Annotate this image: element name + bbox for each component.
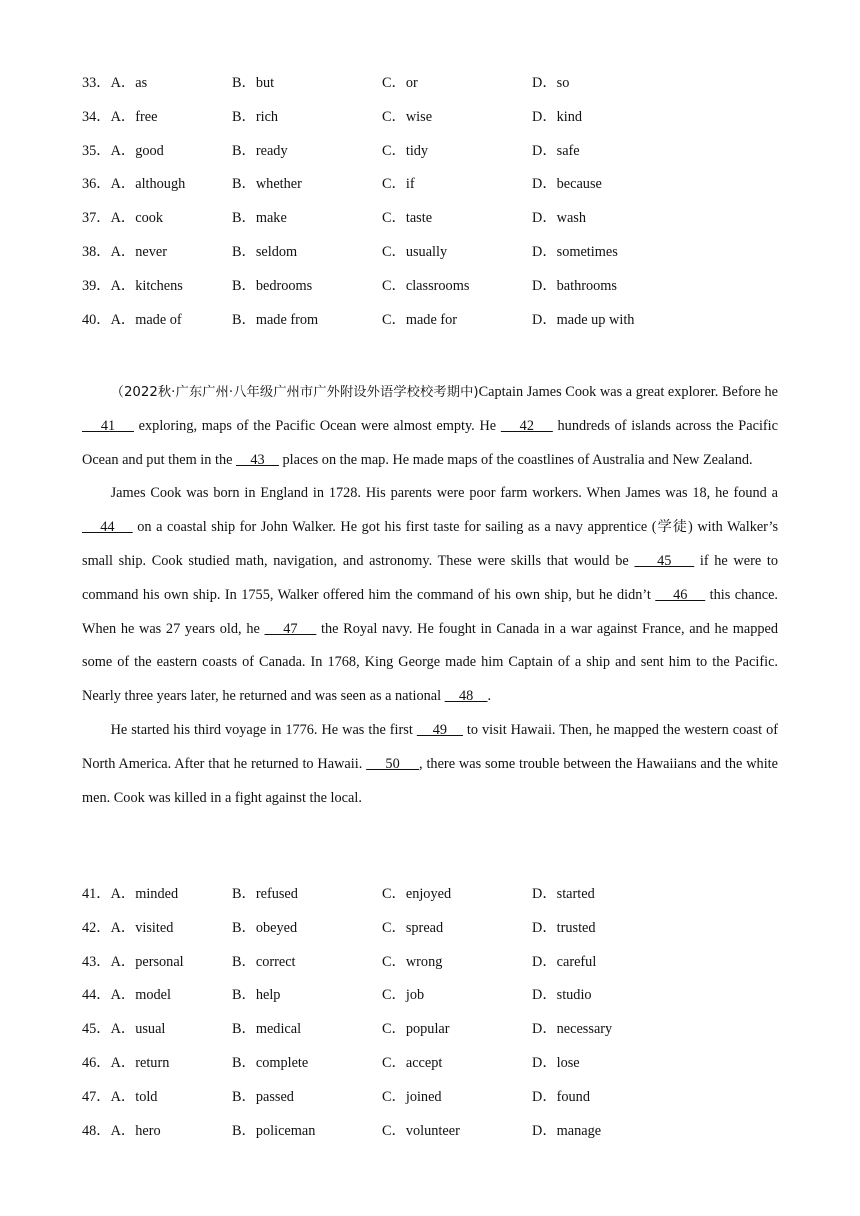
option-text: kind — [556, 108, 583, 125]
option-letter: A． — [110, 277, 136, 294]
passage-text: places on the map. He made maps of the coastlines of Australia and New Zealand. — [278, 451, 753, 468]
option-letter: D． — [532, 987, 557, 1004]
passage-text: this chance. When he was 27 years old, he — [82, 586, 778, 637]
option-d — [532, 887, 595, 901]
option-a — [82, 1124, 161, 1138]
cloze-passage — [82, 376, 778, 815]
option-letter: C． — [382, 1021, 406, 1038]
question-row-45 — [82, 1022, 782, 1056]
question-number: 46． — [82, 1054, 111, 1071]
question-row-43 — [82, 955, 782, 989]
option-text: joined — [405, 1088, 442, 1105]
question-row-46 — [82, 1056, 782, 1090]
option-text: free — [135, 108, 158, 125]
option-c — [382, 245, 447, 259]
option-c — [382, 177, 415, 191]
blank-46: 46 — [655, 586, 706, 603]
option-text: usual — [135, 1021, 166, 1038]
passage-paragraph-3 — [82, 714, 778, 815]
option-letter: A． — [110, 953, 136, 970]
option-letter: D． — [532, 1122, 557, 1139]
option-text: told — [135, 1088, 158, 1105]
option-d — [532, 1090, 590, 1104]
option-letter: C． — [382, 886, 406, 902]
option-letter: A． — [110, 987, 136, 1004]
option-letter: A． — [110, 176, 136, 193]
option-text: started — [556, 886, 595, 902]
options-block-33-40 — [82, 76, 782, 346]
passage-text: , there was some trouble between the Hawaiians and the white men. Cook was killed in a fight against the local. — [82, 755, 778, 806]
option-letter: A． — [110, 886, 136, 902]
option-text: model — [135, 987, 171, 1004]
option-letter: C． — [382, 75, 406, 91]
option-text: ready — [255, 142, 288, 159]
option-b — [232, 955, 296, 969]
option-letter: C． — [382, 142, 406, 159]
option-letter: C． — [382, 176, 406, 193]
option-d — [532, 1056, 580, 1070]
option-a — [82, 988, 171, 1002]
option-text: minded — [135, 886, 179, 902]
option-text: hero — [135, 1122, 161, 1139]
option-letter: B． — [232, 919, 256, 936]
option-text: volunteer — [405, 1122, 460, 1139]
option-letter: B． — [232, 1088, 256, 1105]
option-letter: A． — [110, 919, 136, 936]
option-text: personal — [135, 953, 184, 970]
option-text: accept — [405, 1054, 443, 1071]
option-letter: B． — [232, 953, 256, 970]
question-row-48 — [82, 1124, 782, 1158]
option-letter: D． — [532, 75, 557, 91]
option-b — [232, 1090, 294, 1104]
option-letter: A． — [110, 108, 136, 125]
option-letter: B． — [232, 886, 256, 902]
option-d — [532, 313, 634, 327]
question-number: 36． — [82, 176, 111, 193]
option-text: job — [405, 987, 425, 1004]
question-number: 38． — [82, 243, 111, 260]
option-c — [382, 1090, 442, 1104]
option-letter: A． — [110, 1088, 136, 1105]
option-text: help — [255, 987, 281, 1004]
option-letter: B． — [232, 311, 256, 328]
option-letter: D． — [532, 953, 557, 970]
option-b — [232, 1022, 301, 1036]
option-d — [532, 1022, 612, 1036]
option-c — [382, 144, 428, 158]
option-text: sometimes — [556, 243, 618, 260]
option-text: good — [135, 142, 164, 159]
option-letter: C． — [382, 277, 406, 294]
passage-paragraph-1 — [82, 376, 778, 477]
blank-43: 43 — [236, 451, 279, 468]
question-row-37 — [82, 211, 782, 245]
option-letter: D． — [532, 919, 557, 936]
option-letter: B． — [232, 75, 256, 91]
option-letter: D． — [532, 277, 557, 294]
option-text: made of — [135, 311, 182, 328]
option-letter: C． — [382, 210, 406, 227]
option-c — [382, 955, 442, 969]
option-text: so — [556, 75, 570, 91]
option-text: if — [405, 176, 415, 193]
blank-49: 49 — [416, 721, 463, 738]
option-letter: A． — [110, 1054, 136, 1071]
option-c — [382, 1124, 460, 1138]
option-text: make — [255, 210, 287, 227]
option-text: tidy — [405, 142, 429, 159]
option-c — [382, 887, 451, 901]
question-row-44 — [82, 988, 782, 1022]
option-b — [232, 110, 278, 124]
option-c — [382, 921, 443, 935]
option-text: cook — [135, 210, 164, 227]
question-number: 48． — [82, 1122, 111, 1139]
option-letter: D． — [532, 176, 557, 193]
option-letter: D． — [532, 142, 557, 159]
passage-paragraph-2 — [82, 477, 778, 714]
option-d — [532, 211, 586, 225]
option-text: refused — [255, 886, 298, 902]
option-text: necessary — [556, 1021, 613, 1038]
option-text: bathrooms — [556, 277, 617, 294]
option-letter: C． — [382, 919, 406, 936]
passage-text: He started his third voyage in 1776. He was the first — [110, 721, 417, 738]
option-text: bedrooms — [255, 277, 313, 294]
option-text: never — [135, 243, 167, 260]
question-row-35 — [82, 144, 782, 178]
option-text: lose — [556, 1054, 580, 1071]
option-text: complete — [255, 1054, 309, 1071]
option-b — [232, 245, 297, 259]
option-letter: B． — [232, 277, 256, 294]
option-letter: B． — [232, 210, 256, 227]
option-letter: B． — [232, 987, 256, 1004]
option-text: studio — [556, 987, 592, 1004]
option-text: made from — [255, 311, 319, 328]
option-letter: B． — [232, 1122, 256, 1139]
passage-text: hundreds of islands across the Pacific Ocean and put them in the — [82, 417, 778, 468]
option-text: wise — [405, 108, 433, 125]
option-letter: D． — [532, 311, 557, 328]
option-c — [382, 110, 432, 124]
option-b — [232, 144, 288, 158]
question-number: 34． — [82, 108, 111, 125]
options-block-41-48 — [82, 887, 782, 1157]
question-row-38 — [82, 245, 782, 279]
option-a — [82, 1056, 169, 1070]
question-row-39 — [82, 279, 782, 313]
option-letter: A． — [110, 75, 136, 91]
option-a — [82, 211, 163, 225]
question-number: 33． — [82, 75, 111, 91]
option-letter: D． — [532, 1054, 557, 1071]
passage-text: . — [487, 688, 492, 705]
option-b — [232, 1056, 308, 1070]
option-text: careful — [556, 953, 597, 970]
blank-47: 47 — [264, 620, 317, 637]
question-number: 35． — [82, 142, 111, 159]
option-text: passed — [255, 1088, 294, 1105]
option-letter: C． — [382, 1054, 406, 1071]
option-a — [82, 177, 185, 191]
option-b — [232, 76, 274, 90]
question-number: 41． — [82, 886, 111, 902]
option-letter: C． — [382, 987, 406, 1004]
option-b — [232, 313, 318, 327]
option-text: return — [135, 1054, 170, 1071]
option-c — [382, 988, 424, 1002]
question-number: 43． — [82, 953, 111, 970]
option-letter: B． — [232, 176, 256, 193]
option-text: as — [135, 75, 148, 91]
option-text: made for — [405, 311, 458, 328]
option-b — [232, 279, 312, 293]
option-d — [532, 988, 592, 1002]
option-c — [382, 76, 418, 90]
option-text: spread — [405, 919, 444, 936]
option-letter: B． — [232, 243, 256, 260]
passage-text: James Cook was born in England in 1728. His parents were poor farm workers. When James was 18, he found a — [110, 485, 778, 502]
option-letter: A． — [110, 1021, 136, 1038]
question-row-47 — [82, 1090, 782, 1124]
option-text: trusted — [556, 919, 596, 936]
option-letter: C． — [382, 243, 406, 260]
option-text: usually — [405, 243, 448, 260]
option-d — [532, 144, 580, 158]
option-text: taste — [405, 210, 433, 227]
option-a — [82, 144, 164, 158]
option-d — [532, 177, 602, 191]
option-letter: A． — [110, 1122, 136, 1139]
option-letter: D． — [532, 886, 557, 902]
option-text: correct — [255, 953, 296, 970]
option-letter: C． — [382, 953, 406, 970]
option-c — [382, 279, 469, 293]
option-a — [82, 313, 182, 327]
option-c — [382, 1056, 442, 1070]
option-letter: C． — [382, 311, 406, 328]
passage-text: exploring, maps of the Pacific Ocean were almost empty. He — [133, 417, 501, 434]
option-letter: A． — [110, 243, 136, 260]
option-a — [82, 955, 184, 969]
option-a — [82, 110, 157, 124]
option-letter: B． — [232, 1054, 256, 1071]
option-text: rich — [255, 108, 279, 125]
option-letter: B． — [232, 1021, 256, 1038]
option-letter: B． — [232, 108, 256, 125]
option-b — [232, 211, 287, 225]
blank-45: 45 — [634, 552, 695, 569]
option-text: popular — [405, 1021, 450, 1038]
option-text: wash — [556, 210, 587, 227]
question-number: 45． — [82, 1021, 111, 1038]
option-text: visited — [135, 919, 174, 936]
option-text: seldom — [255, 243, 298, 260]
option-letter: D． — [532, 210, 557, 227]
option-letter: C． — [382, 1088, 406, 1105]
option-text: made up with — [556, 311, 635, 328]
option-text: safe — [556, 142, 580, 159]
blank-41: 41 — [82, 417, 134, 434]
option-text: manage — [556, 1122, 602, 1139]
option-letter: A． — [110, 210, 136, 227]
option-letter: D． — [532, 243, 557, 260]
option-a — [82, 76, 147, 90]
option-c — [382, 211, 432, 225]
blank-50: 50 — [366, 755, 420, 772]
option-d — [532, 110, 582, 124]
option-c — [382, 1022, 450, 1036]
question-number: 37． — [82, 210, 111, 227]
option-text: but — [255, 75, 275, 91]
passage-text: the Royal navy. He fought in Canada in a war against France, and he mapped some of the eastern coasts of Canada. In 1768, King George made him Captain of a ship and sent him to the Pacific. Nearly three years later, he returned and was seen as a national — [82, 620, 778, 705]
question-row-42 — [82, 921, 782, 955]
option-letter: D． — [532, 108, 557, 125]
option-text: whether — [255, 176, 302, 193]
option-letter: A． — [110, 142, 136, 159]
option-d — [532, 76, 569, 90]
option-text: policeman — [255, 1122, 316, 1139]
option-text: wrong — [405, 953, 443, 970]
question-number: 47． — [82, 1088, 111, 1105]
blank-48: 48 — [444, 688, 488, 705]
option-d — [532, 921, 596, 935]
question-row-41 — [82, 887, 782, 921]
option-a — [82, 1090, 157, 1104]
option-d — [532, 245, 618, 259]
option-text: enjoyed — [405, 886, 452, 902]
option-a — [82, 887, 178, 901]
option-b — [232, 921, 297, 935]
question-row-33 — [82, 76, 782, 110]
option-text: medical — [255, 1021, 302, 1038]
passage-text: to visit Hawaii. Then, he mapped the western coast of North America. After that he returned to Hawaii. — [82, 721, 779, 772]
option-a — [82, 921, 173, 935]
passage-text: if he were to command his own ship. In 1755, Walker offered him the command of his own ship, but he didn’t — [82, 552, 779, 603]
option-b — [232, 177, 302, 191]
option-text: obeyed — [255, 919, 298, 936]
option-text: found — [556, 1088, 590, 1105]
option-letter: C． — [382, 1122, 406, 1139]
option-a — [82, 245, 167, 259]
option-letter: B． — [232, 142, 256, 159]
option-a — [82, 1022, 165, 1036]
option-b — [232, 887, 298, 901]
question-number: 39． — [82, 277, 111, 294]
option-c — [382, 313, 457, 327]
option-d — [532, 955, 596, 969]
question-number: 44． — [82, 987, 111, 1004]
option-text: or — [405, 75, 418, 91]
question-row-36 — [82, 177, 782, 211]
question-row-34 — [82, 110, 782, 144]
option-text: because — [556, 176, 602, 193]
option-d — [532, 1124, 601, 1138]
passage-text: on a coastal ship for John Walker. He got his first taste for sailing as a navy apprentice (学徒) with Walker’s small ship. Cook studied math, navigation, and astronomy. These were skills that would be — [82, 519, 779, 569]
option-text: although — [135, 176, 186, 193]
question-number: 42． — [82, 919, 111, 936]
blank-44: 44 — [82, 519, 133, 536]
option-b — [232, 988, 280, 1002]
option-letter: A． — [110, 311, 136, 328]
passage-text: Captain James Cook was a great explorer. Before he — [478, 384, 778, 400]
option-letter: D． — [532, 1021, 557, 1038]
question-number: 40． — [82, 311, 111, 328]
option-d — [532, 279, 617, 293]
option-letter: C． — [382, 108, 406, 125]
option-a — [82, 279, 183, 293]
option-letter: D． — [532, 1088, 557, 1105]
option-b — [232, 1124, 315, 1138]
blank-42: 42 — [500, 417, 553, 434]
option-text: kitchens — [135, 277, 183, 294]
option-text: classrooms — [405, 277, 470, 294]
question-row-40 — [82, 313, 782, 347]
source-note: （2022秋·广东广州·八年级广州市广外附设外语学校校考期中) — [110, 385, 479, 400]
